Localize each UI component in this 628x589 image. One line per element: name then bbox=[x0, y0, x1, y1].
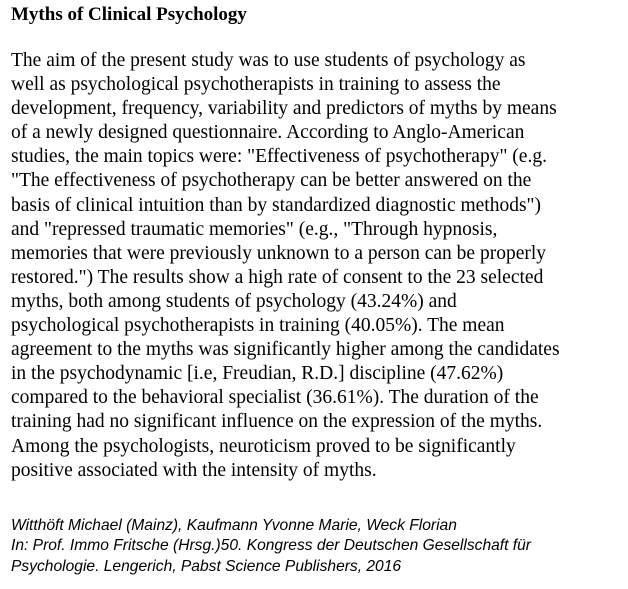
abstract-line: in the psychodynamic [i.e, Freudian, R.D.] discipline (47.62%) bbox=[11, 363, 504, 385]
citation-authors: Witthöft Michael (Mainz), Kaufmann Yvonne Marie, Weck Florian bbox=[11, 517, 457, 534]
abstract-line: The aim of the present study was to use students of psychology as bbox=[11, 50, 526, 71]
abstract-line: restored.") The results show a high rate of consent to the 23 selected bbox=[11, 266, 544, 288]
document-title: Myths of Clinical Psychology bbox=[11, 4, 247, 25]
abstract-line: development, frequency, variability and predictors of myths by means bbox=[11, 98, 557, 120]
citation-publisher: Psychologie. Lengerich, Pabst Science Publishers, 2016 bbox=[11, 557, 402, 575]
abstract-line: compared to the behavioral specialist (36.61%). The duration of the bbox=[11, 387, 539, 409]
abstract-line: memories that were previously unknown to a person can be properly bbox=[11, 242, 547, 264]
abstract-line: agreement to the myths was significantly higher among the candidates bbox=[11, 339, 560, 361]
abstract-line: well as psychological psychotherapists in training to assess the bbox=[11, 74, 501, 96]
abstract-line: basis of clinical intuition than by standardized diagnostic methods") bbox=[11, 194, 542, 216]
abstract-line: positive associated with the intensity of myths. bbox=[11, 459, 377, 481]
abstract-line: Among the psychologists, neuroticism proved to be significantly bbox=[11, 435, 516, 457]
abstract-line: studies, the main topics were: "Effectiveness of psychotherapy" (e.g. bbox=[11, 146, 547, 168]
abstract-line: training had no significant influence on the expression of the myths. bbox=[11, 411, 543, 433]
abstract-paragraph bbox=[11, 49, 560, 483]
abstract-line: myths, both among students of psychology (43.24%) and bbox=[11, 290, 457, 312]
abstract-line: and "repressed traumatic memories" (e.g., "Through hypnosis, bbox=[11, 218, 498, 240]
citation-source: In: Prof. Immo Fritsche (Hrsg.)50. Kongress der Deutschen Gesellschaft für bbox=[11, 537, 531, 555]
abstract-line: "The effectiveness of psychotherapy can be better answered on the bbox=[11, 170, 532, 192]
abstract-line: psychological psychotherapists in training (40.05%). The mean bbox=[11, 315, 505, 337]
abstract-line: of a newly designed questionnaire. According to Anglo-American bbox=[11, 122, 525, 144]
citation-block bbox=[11, 516, 531, 577]
